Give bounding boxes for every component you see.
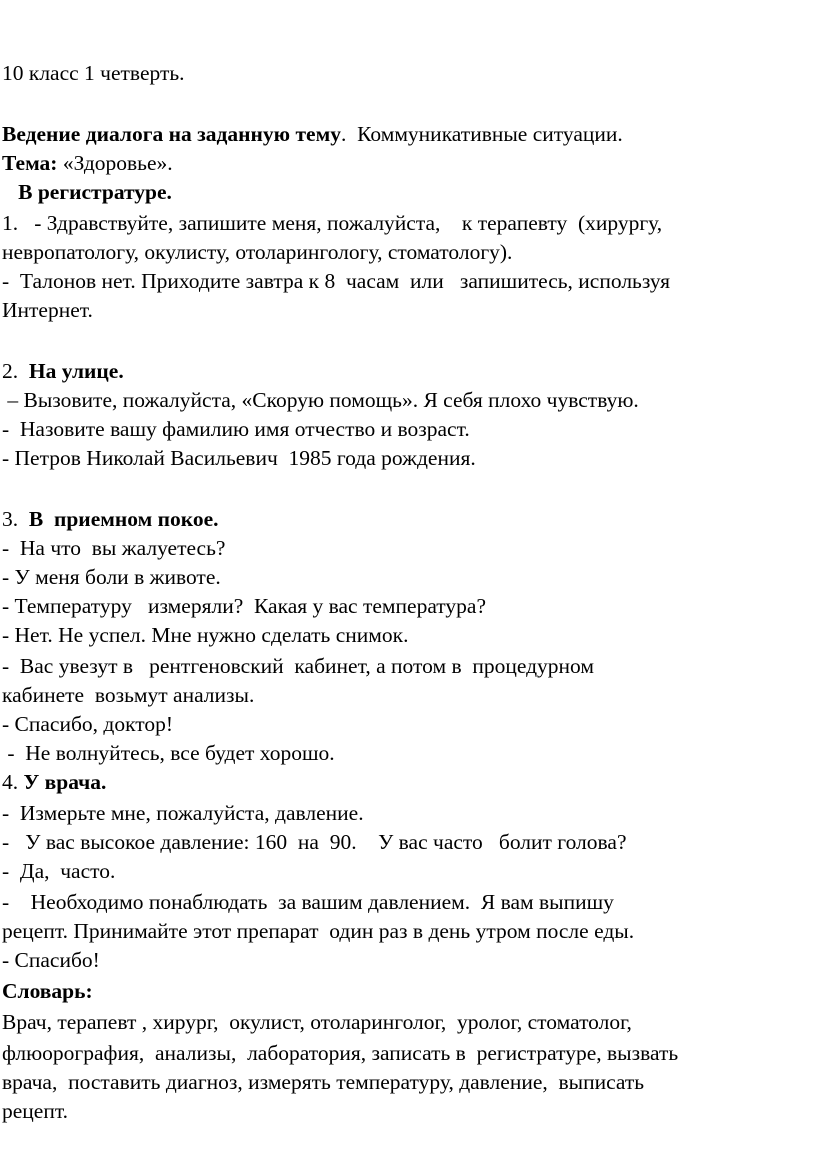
section-3-line: - У меня боли в животе. [2,565,221,589]
section-3-number: 3. [2,507,29,531]
section-2-line: - Петров Николай Васильевич 1985 года рождения. [2,446,476,470]
section-3-line: - На что вы жалуетесь? [2,536,226,560]
section-4-line: - Необходимо понаблюдать за вашим давлением. Я вам выпишу [2,890,614,914]
class-quarter-line: 10 класс 1 четверть. [2,61,185,85]
section-3-heading [2,505,219,533]
theme-label: Тема: [2,151,58,175]
theme-line [2,149,173,177]
section-4-line: - Измерьте мне, пожалуйста, давление. [2,801,364,825]
section-2-line: – Вызовите, пожалуйста, «Скорую помощь». Я себя плохо чувствую. [2,388,639,412]
section-1-title: В регистратуре. [2,180,172,204]
section-4-number: 4. [2,770,24,794]
topic-title: Ведение диалога на заданную тему [2,122,341,146]
section-3-line: - Спасибо, доктор! [2,712,174,736]
section-4-line: - Да, часто. [2,859,116,883]
section-2-line: - Назовите вашу фамилию имя отчество и возраст. [2,417,470,441]
section-3-line: - Не волнуйтесь, все будет хорошо. [2,741,335,765]
section-4-line: - У вас высокое давление: 160 на 90. У вас часто болит голова? [2,830,627,854]
vocabulary-line: рецепт. [2,1099,69,1123]
section-4-title: У врача. [23,770,107,794]
section-2-number: 2. [2,359,29,383]
section-3-title: В приемном покое. [28,507,219,531]
vocabulary-line: флюорография, анализы, лаборатория, записать в регистратуре, вызвать [2,1041,679,1065]
topic-description: . Коммуникативные ситуации. [340,122,623,146]
section-1-line: Интернет. [2,298,93,322]
section-1-line: - Талонов нет. Приходите завтра к 8 часам или запишитесь, используя [2,269,671,293]
section-3-line: кабинете возьмут анализы. [2,683,255,707]
section-2-heading [2,357,124,385]
topic-line [2,120,623,148]
vocabulary-line: Врач, терапевт , хирург, окулист, отоларинголог, уролог, стоматолог, [2,1010,632,1034]
vocabulary-title: Словарь: [2,979,93,1003]
section-1-line: невропатологу, окулисту, отоларингологу, стоматологу). [2,240,513,264]
section-3-line: - Нет. Не успел. Мне нужно сделать снимок. [2,623,409,647]
section-1-line: 1. - Здравствуйте, запишите меня, пожалуйста, к терапевту (хирургу, [2,211,663,235]
section-4-line: рецепт. Принимайте этот препарат один раз в день утром после еды. [2,919,635,943]
section-4-line: - Спасибо! [2,948,100,972]
section-4-heading [2,768,106,796]
theme-value: «Здоровье». [57,151,173,175]
section-3-line: - Вас увезут в рентгеновский кабинет, а потом в процедурном [2,654,595,678]
vocabulary-line: врача, поставить диагноз, измерять температуру, давление, выписать [2,1070,645,1094]
section-3-line: - Температуру измеряли? Какая у вас температура? [2,594,487,618]
section-2-title: На улице. [28,359,124,383]
